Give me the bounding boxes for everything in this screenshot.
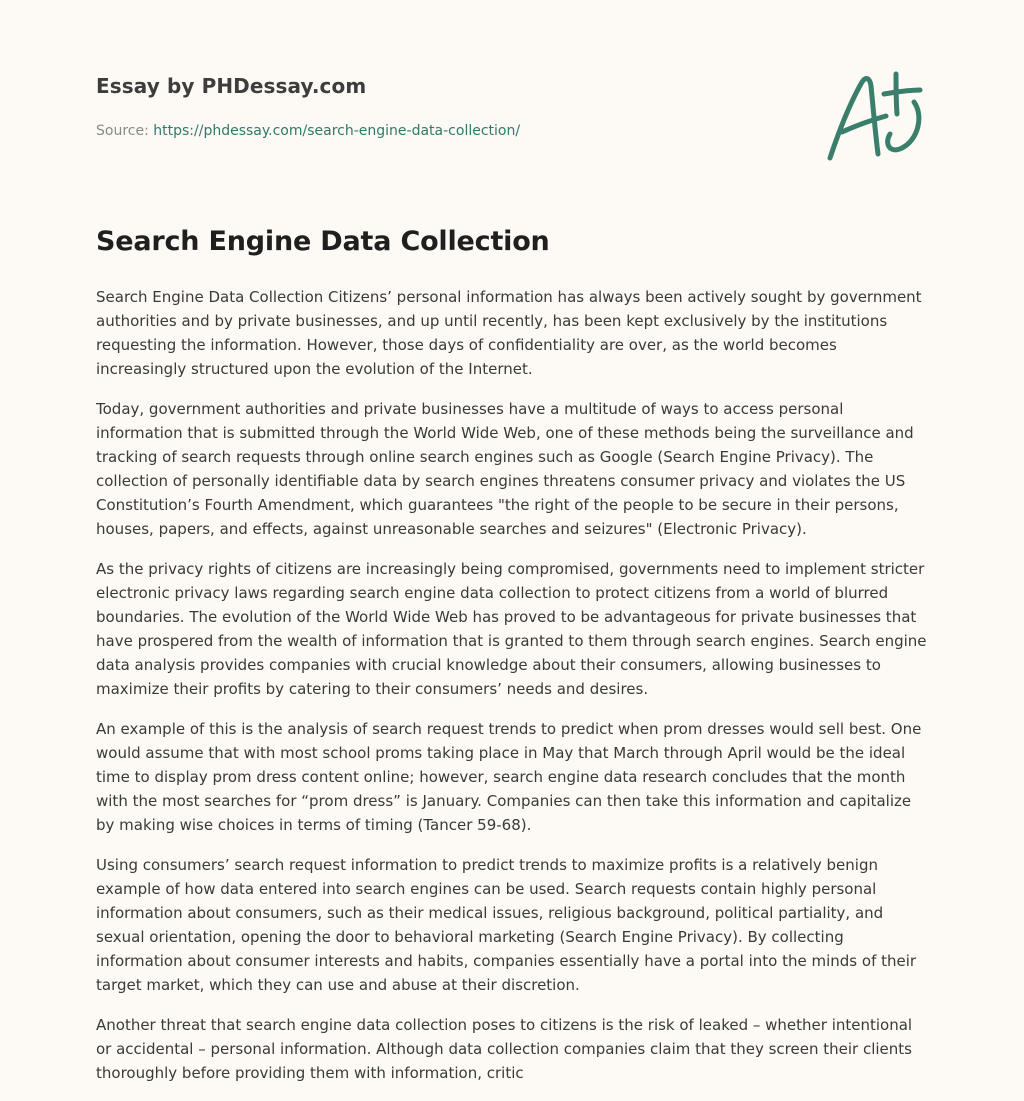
header <box>96 74 796 139</box>
essay-paragraph: Another threat that search engine data collection poses to citizens is the risk of leaked – whether intentional or accidental – personal information. Although data collection companies claim that they screen their clients thoroughly before providing them with information, critic <box>96 1016 913 1082</box>
essay-body <box>96 285 931 1101</box>
a-plus-logo-icon <box>820 68 930 164</box>
essay-paragraph: As the privacy rights of citizens are increasingly being compromised, governments need to implement stricter electronic privacy laws regarding search engine data collection to protect citizens from a world of blurred boundaries. The evolution of the World Wide Web has proved to be advantageous for private businesses that have prospered from the wealth of information that is granted to them through search engines. Search engine data analysis provides companies with crucial knowledge about their consumers, allowing businesses to maximize their profits by catering to their consumers’ needs and desires. <box>96 560 927 698</box>
essay-paragraph: Search Engine Data Collection Citizens’ personal information has always been actively sought by government authorities and by private businesses, and up until recently, has been kept exclusively by the institutions requesting the information. However, those days of confidentiality are over, as the world becomes increasingly structured upon the evolution of the Internet. <box>96 288 922 378</box>
source-link[interactable]: https://phdessay.com/search-engine-data-collection/ <box>153 123 521 139</box>
essay-paragraph: Using consumers’ search request information to predict trends to maximize profits is a relatively benign example of how data entered into search engines can be used. Search requests contain highly personal information about consumers, such as their medical issues, religious background, political partiality, and sexual orientation, opening the door to behavioral marketing (Search Engine Privacy). By collecting information about consumer interests and habits, companies essentially have a portal into the minds of their target market, which they can use and abuse at their discretion. <box>96 856 917 994</box>
source-line <box>96 123 796 139</box>
essay-paragraph: An example of this is the analysis of search request trends to predict when prom dresses would sell best. One would assume that with most school proms taking place in May that March through April would be the ideal time to display prom dress content online; however, search engine data research concludes that the month with the most searches for “prom dress” is January. Companies can then take this information and capitalize by making wise choices in terms of timing (Tancer 59-68). <box>96 720 922 834</box>
source-label: Source: <box>96 123 149 139</box>
site-title: Essay by PHDessay.com <box>96 74 367 98</box>
essay-title: Search Engine Data Collection <box>96 226 550 257</box>
essay-paragraph: Today, government authorities and private businesses have a multitude of ways to access personal information that is submitted through the World Wide Web, one of these methods being the surveillance and tracking of search requests through online search engines such as Google (Search Engine Privacy). The collection of personally identifiable data by search engines threatens consumer privacy and violates the US Constitution’s Fourth Amendment, which guarantees "the right of the people to be secure in their persons, houses, papers, and effects, against unreasonable searches and seizures" (Electronic Privacy). <box>96 400 914 538</box>
